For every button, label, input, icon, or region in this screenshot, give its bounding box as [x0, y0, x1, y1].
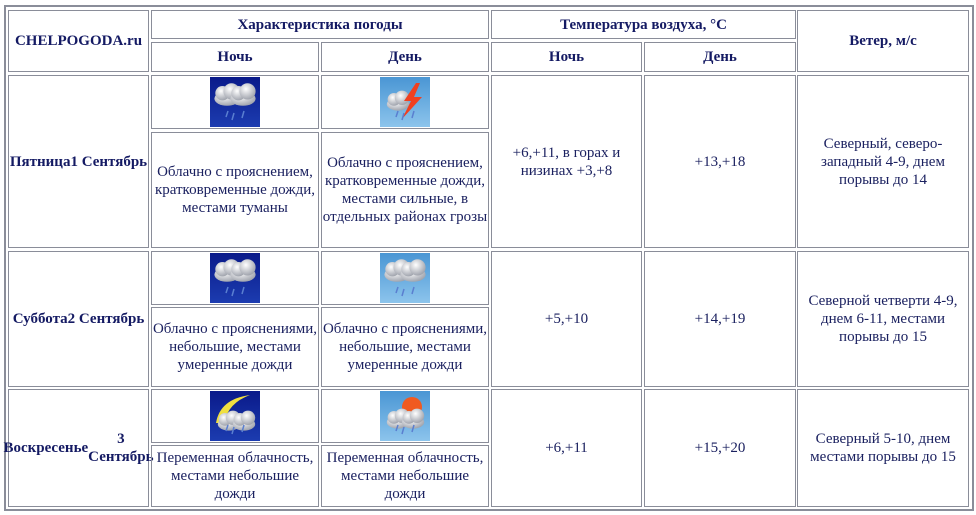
date: 1 Сентябрь — [70, 153, 148, 170]
temp-night: +5,+10 — [491, 251, 642, 387]
header-wind: Ветер, м/с — [797, 10, 969, 72]
day-description: Переменная облачность, местами небольшие дожди — [321, 445, 489, 507]
night-description: Облачно с прояснением, кратковременные дожди, местами туманы — [151, 132, 319, 248]
wind-description: Северный, северо-западный 4-9, днем порывы до 14 — [797, 75, 969, 248]
sun-cloud-rain-icon — [380, 391, 430, 441]
weekday: Суббота — [12, 311, 68, 327]
day-label — [8, 251, 149, 387]
temp-day: +13,+18 — [644, 75, 796, 248]
night-icon-cell — [151, 251, 319, 305]
day-label — [8, 75, 149, 248]
header-weather-characteristics: Характеристика погоды — [151, 10, 489, 39]
night-description: Переменная облачность, местами небольшие дожди — [151, 445, 319, 507]
wind-description: Северной четверти 4-9, днем 6-11, местами порывы до 15 — [797, 251, 969, 387]
cloud-rain-day-icon — [380, 253, 430, 303]
header-temp-day: День — [644, 42, 796, 72]
header-temp-night: Ночь — [491, 42, 642, 72]
temp-day: +15,+20 — [644, 389, 796, 507]
date: 2 Сентябрь — [67, 311, 145, 327]
header-air-temperature: Температура воздуха, °C — [491, 10, 796, 39]
night-icon-cell — [151, 389, 319, 443]
night-description: Облачно с прояснениями, небольшие, местами умеренные дожди — [151, 307, 319, 387]
night-icon-cell — [151, 75, 319, 129]
site-logo[interactable] — [8, 10, 149, 72]
header-char-day: День — [321, 42, 489, 72]
cloud-rain-night-icon — [210, 77, 260, 127]
day-icon-cell — [321, 389, 489, 443]
weekday: Пятница — [9, 153, 71, 170]
cloud-rain-night-icon — [210, 253, 260, 303]
site-name: CHELPOGODA.ru — [14, 33, 143, 49]
day-icon-cell — [321, 75, 489, 129]
day-description: Облачно с прояснениями, небольшие, местами умеренные дожди — [321, 307, 489, 387]
day-label — [3, 389, 154, 507]
header-char-night: Ночь — [151, 42, 319, 72]
weekday: Воскресенье — [3, 440, 89, 456]
day-icon-cell — [321, 251, 489, 305]
date: 3 Сентябрь — [88, 431, 154, 465]
wind-description: Северный 5-10, днем местами порывы до 15 — [797, 389, 969, 507]
day-description: Облачно с прояснением, кратковременные дожди, местами сильные, в отдельных районах грозы — [321, 132, 489, 248]
moon-cloud-rain-icon — [210, 391, 260, 441]
temp-day: +14,+19 — [644, 251, 796, 387]
temp-night: +6,+11, в горах и низинах +3,+8 — [491, 75, 642, 248]
temp-night: +6,+11 — [491, 389, 642, 507]
cloud-thunderstorm-day-icon — [380, 77, 430, 127]
